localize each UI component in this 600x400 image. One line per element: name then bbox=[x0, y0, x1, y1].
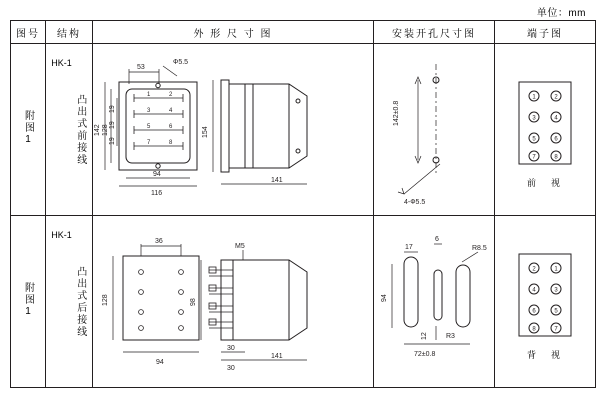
svg-text:2: 2 bbox=[554, 94, 558, 101]
row1-model-label: HK-1 bbox=[51, 58, 72, 68]
svg-text:6: 6 bbox=[435, 236, 439, 243]
svg-text:141: 141 bbox=[271, 177, 283, 184]
svg-text:5: 5 bbox=[554, 308, 558, 315]
header-col-terminal: 端子图 bbox=[495, 21, 596, 44]
svg-text:128: 128 bbox=[102, 124, 109, 136]
svg-text:94: 94 bbox=[153, 171, 161, 178]
svg-text:19: 19 bbox=[109, 137, 116, 145]
svg-text:M5: M5 bbox=[235, 243, 245, 250]
svg-text:2: 2 bbox=[532, 266, 536, 273]
svg-text:1: 1 bbox=[554, 266, 558, 273]
svg-text:Ф5.5: Ф5.5 bbox=[173, 59, 189, 66]
svg-text:3: 3 bbox=[147, 108, 151, 114]
svg-text:94: 94 bbox=[156, 359, 164, 366]
svg-text:3: 3 bbox=[532, 115, 536, 122]
row2-terminal-drawing bbox=[495, 216, 596, 388]
svg-text:5: 5 bbox=[532, 136, 536, 143]
svg-text:6: 6 bbox=[532, 308, 536, 315]
svg-text:4: 4 bbox=[554, 115, 558, 122]
svg-text:19: 19 bbox=[109, 105, 116, 113]
row2-outline-drawing bbox=[93, 216, 374, 388]
header-col-hole: 安装开孔尺寸图 bbox=[374, 21, 495, 44]
svg-text:154: 154 bbox=[202, 126, 209, 138]
svg-text:142±0.8: 142±0.8 bbox=[393, 100, 400, 126]
svg-text:30: 30 bbox=[227, 345, 235, 352]
row2-figure-no-label: 附图1 bbox=[22, 281, 34, 319]
row2-terminal-view-label: 背 视 bbox=[526, 350, 563, 360]
spec-table bbox=[10, 20, 596, 388]
row1-structure-label: 凸出式前接线 bbox=[74, 93, 86, 166]
row1-terminal-drawing bbox=[495, 44, 596, 216]
svg-text:17: 17 bbox=[405, 244, 413, 251]
header-col-struct: 结构 bbox=[46, 21, 93, 44]
row1-figure-no-label: 附图1 bbox=[22, 109, 34, 147]
row2-structure bbox=[46, 216, 93, 388]
table-row bbox=[11, 216, 596, 388]
svg-text:72±0.8: 72±0.8 bbox=[414, 351, 436, 358]
table-header-row bbox=[11, 21, 596, 44]
svg-text:116: 116 bbox=[151, 190, 163, 197]
row2-structure-label: 凸出式后接线 bbox=[74, 265, 86, 338]
svg-text:8: 8 bbox=[554, 154, 558, 161]
svg-text:1: 1 bbox=[147, 92, 151, 98]
row1-structure bbox=[46, 44, 93, 216]
svg-text:98: 98 bbox=[190, 298, 197, 306]
unit-note: 单位：mm bbox=[536, 8, 586, 19]
svg-text:R8.5: R8.5 bbox=[472, 245, 487, 252]
svg-text:36: 36 bbox=[155, 238, 163, 245]
svg-text:R3: R3 bbox=[446, 333, 455, 340]
svg-text:141: 141 bbox=[271, 353, 283, 360]
svg-text:7: 7 bbox=[147, 140, 151, 146]
header-col-no: 图号 bbox=[11, 21, 46, 44]
row1-hole-drawing bbox=[374, 44, 495, 216]
header-col-outline: 外 形 尺 寸 图 bbox=[93, 21, 374, 44]
row1-terminal-view-label: 前 视 bbox=[526, 178, 563, 188]
svg-text:8: 8 bbox=[169, 140, 173, 146]
svg-text:1: 1 bbox=[532, 94, 536, 101]
svg-text:7: 7 bbox=[532, 154, 536, 161]
svg-text:5: 5 bbox=[147, 124, 151, 130]
row2-figure-no bbox=[11, 216, 46, 388]
row2-hole-drawing bbox=[374, 216, 495, 388]
svg-text:6: 6 bbox=[169, 124, 173, 130]
svg-text:6: 6 bbox=[554, 136, 558, 143]
svg-text:8: 8 bbox=[532, 326, 536, 333]
svg-text:4-Ф5.5: 4-Ф5.5 bbox=[404, 199, 426, 206]
row2-model-label: HK-1 bbox=[51, 230, 72, 240]
svg-text:3: 3 bbox=[554, 287, 558, 294]
svg-text:4: 4 bbox=[169, 108, 173, 114]
svg-text:7: 7 bbox=[554, 326, 558, 333]
svg-text:2: 2 bbox=[169, 92, 173, 98]
svg-text:142: 142 bbox=[94, 124, 101, 136]
svg-text:12: 12 bbox=[421, 332, 428, 340]
svg-text:94: 94 bbox=[381, 294, 388, 302]
svg-text:4: 4 bbox=[532, 287, 536, 294]
row1-figure-no bbox=[11, 44, 46, 216]
table-row bbox=[11, 44, 596, 216]
row1-outline-drawing bbox=[93, 44, 374, 216]
svg-text:128: 128 bbox=[102, 294, 109, 306]
svg-text:30: 30 bbox=[227, 365, 235, 372]
svg-text:53: 53 bbox=[137, 64, 145, 71]
svg-text:19: 19 bbox=[109, 121, 116, 129]
